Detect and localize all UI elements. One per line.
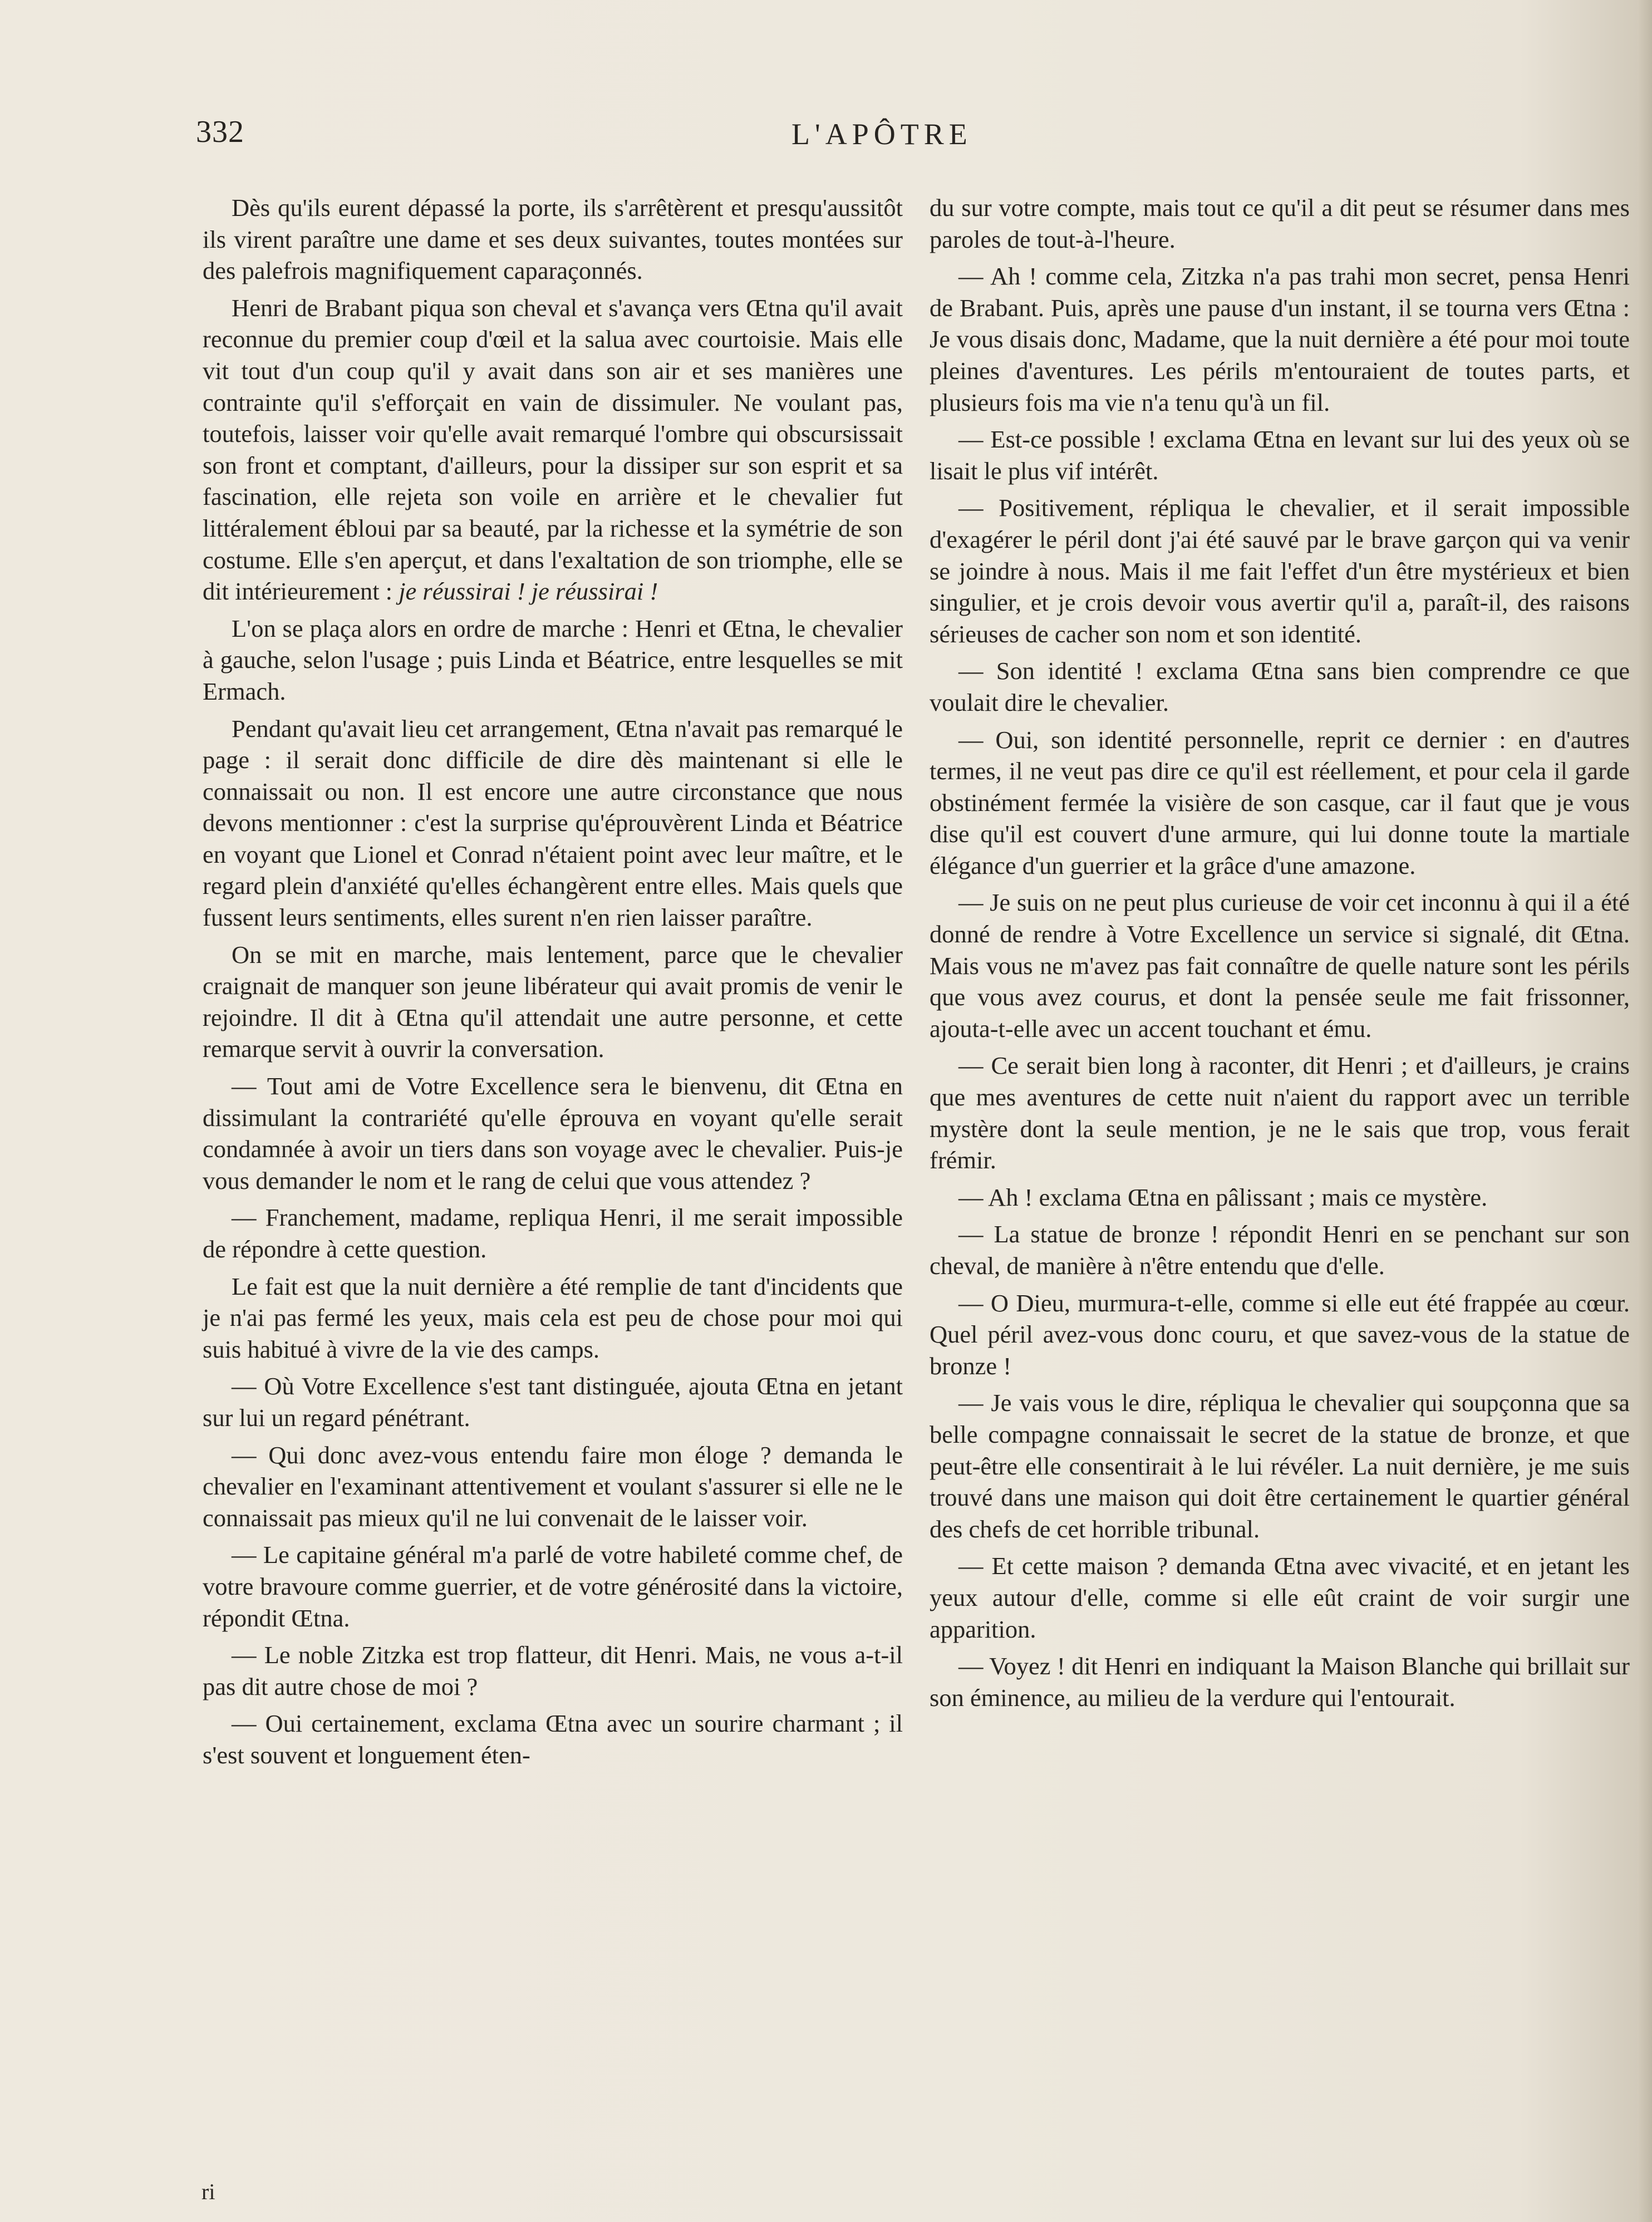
- text-segment: — Où Votre Excellence s'est tant distinguée, ajouta Œtna en jetant sur lui un regard pénétrant.: [203, 1372, 903, 1432]
- paragraph: [930, 1287, 1630, 1382]
- text-segment: L'on se plaça alors en ordre de marche : Henri et Œtna, le chevalier à gauche, selon l'usage ; puis Linda et Béatrice, entre lesquelles se mit Ermach.: [203, 614, 903, 705]
- text-segment: Dès qu'ils eurent dépassé la porte, ils s'arrêtèrent et presqu'aussitôt ils virent paraître une dame et ses deux suivantes, toutes montées sur des palefrois magnifiquement caparaçonnés.: [203, 194, 903, 285]
- paragraph: [930, 1550, 1630, 1645]
- paragraph: [203, 1539, 903, 1634]
- page-number: 332: [196, 115, 244, 149]
- text-segment: — Positivement, répliqua le chevalier, et il serait impossible d'exagérer le péril dont j'ai été sauvé par le brave garçon qui va venir se joindre à nous. Mais il me fait l'effet d'un être mystérieux et bien singulier, et je crois devoir vous avertir qu'il a, paraît-il, des raisons sérieuses de cacher son nom et son identité.: [930, 494, 1630, 648]
- paragraph: [930, 724, 1630, 882]
- paragraph: [203, 192, 903, 287]
- paragraph: [203, 939, 903, 1065]
- text-segment: — Son identité ! exclama Œtna sans bien comprendre ce que voulait dire le chevalier.: [930, 657, 1630, 716]
- text-segment: — Oui certainement, exclama Œtna avec un sourire charmant ; il s'est souvent et longuement éten-: [203, 1709, 903, 1769]
- paragraph: [930, 1387, 1630, 1545]
- paragraph: [203, 1370, 903, 1433]
- text-column-right: [930, 192, 1630, 2196]
- paragraph: [930, 655, 1630, 718]
- paragraph: [203, 713, 903, 933]
- text-column-left: [203, 192, 903, 2196]
- paragraph: [203, 1439, 903, 1534]
- text-segment: — Je vais vous le dire, répliqua le chevalier qui soupçonna que sa belle compagne connaissait le secret de la statue de bronze, et que peut-être elle consentirait à le lui révéler. La nuit dernière, je me suis trouvé dans une maison qui doit être certainement le quartier général des chefs de cet horrible tribunal.: [930, 1389, 1630, 1543]
- paragraph: [203, 1070, 903, 1196]
- text-segment: On se mit en marche, mais lentement, parce que le chevalier craignait de manquer son jeune libérateur qui avait promis de venir le rejoindre. Il dit à Œtna qu'il attendait une autre personne, et cette remarque servit à ouvrir la conversation.: [203, 940, 903, 1063]
- text-segment: Le fait est que la nuit dernière a été remplie de tant d'incidents que je n'ai pas fermé les yeux, mais cela est peu de chose pour moi qui suis habitué à vivre de la vie des camps.: [203, 1272, 903, 1363]
- paragraph: [930, 1650, 1630, 1713]
- paragraph: [930, 887, 1630, 1044]
- paragraph: [203, 1202, 903, 1265]
- text-segment: — Je suis on ne peut plus curieuse de voir cet inconnu à qui il a été donné de rendre à Votre Excellence un service si signalé, dit Œtna. Mais vous ne m'avez pas fait connaître de quelle nature sont les périls que vous avez courus, et dont la pensée seule me fait frissonner, ajouta-t-elle avec un accent touchant et ému.: [930, 888, 1630, 1043]
- paragraph: [930, 192, 1630, 255]
- text-segment: — Ah ! comme cela, Zitzka n'a pas trahi mon secret, pensa Henri de Brabant. Puis, après une pause d'un instant, il se tourna vers Œtna : Je vous disais donc, Madame, que la nuit dernière a été pour moi toute pleines d'aventures. Les périls m'entouraient de toutes parts, et plusieurs fois ma vie n'a tenu qu'à un fil.: [930, 262, 1630, 416]
- text-segment: — Ce serait bien long à raconter, dit Henri ; et d'ailleurs, je crains que mes aventures de cette nuit n'aient du rapport avec un terrible mystère dont la seule mention, je ne le sais que trop, vous ferait frémir.: [930, 1051, 1630, 1174]
- text-segment: du sur votre compte, mais tout ce qu'il a dit peut se résumer dans mes paroles de tout-à-l'heure.: [930, 194, 1630, 253]
- text-segment: — Et cette maison ? demanda Œtna avec vivacité, et en jetant les yeux autour d'elle, comme si elle eût craint de voir surgir une apparition.: [930, 1552, 1630, 1643]
- text-segment: — Franchement, madame, repliqua Henri, il me serait impossible de répondre à cette question.: [203, 1203, 903, 1263]
- paragraph: [203, 1271, 903, 1365]
- text-segment: — Qui donc avez-vous entendu faire mon éloge ? demanda le chevalier en l'examinant attentivement et voulant s'assurer si elle ne le connaissait pas mieux qu'il ne lui convenait de le laisser voir.: [203, 1441, 903, 1532]
- text-segment: — Est-ce possible ! exclama Œtna en levant sur lui des yeux où se lisait le plus vif intérêt.: [930, 425, 1630, 485]
- paragraph: [930, 260, 1630, 418]
- text-segment: Pendant qu'avait lieu cet arrangement, Œtna n'avait pas remarqué le page : il serait donc difficile de dire dès maintenant si elle le connaissait ou non. Il est encore une autre circonstance que nous devons mentionner : c'est la surprise qu'éprouvèrent Linda et Béatrice en voyant que Lionel et Conrad n'étaient point avec leur maître, et le regard plein d'anxiété qu'elles échangèrent entre elles. Mais quels que fussent leurs sentiments, elles surent n'en rien laisser paraître.: [203, 714, 903, 932]
- text-segment: — Le capitaine général m'a parlé de votre habileté comme chef, de votre bravoure comme guerrier, et de votre générosité dans la victoire, répondit Œtna.: [203, 1541, 903, 1632]
- paragraph: [930, 1050, 1630, 1176]
- text-segment: — Tout ami de Votre Excellence sera le bienvenu, dit Œtna en dissimulant la contrariété qu'elle éprouva en voyant qu'elle serait condamnée à avoir un tiers dans son voyage avec le chevalier. Puis-je vous demander le nom et le rang de celui que vous attendez ?: [203, 1072, 903, 1194]
- paragraph: [930, 1182, 1630, 1213]
- paragraph: [930, 492, 1630, 650]
- paragraph: [203, 1708, 903, 1771]
- text-segment: — O Dieu, murmura-t-elle, comme si elle eut été frappée au cœur. Quel péril avez-vous donc couru, et que savez-vous de la statue de bronze !: [930, 1289, 1630, 1380]
- text-segment: — La statue de bronze ! répondit Henri en se penchant sur son cheval, de manière à n'être entendu que d'elle.: [930, 1220, 1630, 1280]
- text-segment: — Ah ! exclama Œtna en pâlissant ; mais ce mystère.: [958, 1183, 1488, 1211]
- paragraph: [203, 613, 903, 707]
- paragraph: [203, 292, 903, 607]
- page-edge: [1638, 0, 1652, 2222]
- text-segment: — Le noble Zitzka est trop flatteur, dit Henri. Mais, ne vous a-t-il pas dit autre chose de moi ?: [203, 1641, 903, 1700]
- text-segment: — Voyez ! dit Henri en indiquant la Maison Blanche qui brillait sur son éminence, au milieu de la verdure qui l'entourait.: [930, 1652, 1630, 1712]
- italic-text-segment: je réussirai ! je réussirai !: [399, 577, 658, 606]
- running-title: L'APÔTRE: [791, 117, 972, 151]
- paragraph: [930, 1218, 1630, 1281]
- paragraph: [203, 1639, 903, 1702]
- text-segment: — Oui, son identité personnelle, reprit ce dernier : en d'autres termes, il ne veut pas dire ce qu'il est réellement, et pour cela il garde obstinément fermée la visière de son casque, car il faut que je vous dise qu'il est couvert d'une armure, qui lui donne toute la martiale élégance d'un guerrier et la grâce d'une amazone.: [930, 725, 1630, 879]
- footer-mark: ri: [201, 2179, 215, 2204]
- text-segment: Henri de Brabant piqua son cheval et s'avança vers Œtna qu'il avait reconnue du premier coup d'œil et la salua avec courtoisie. Mais elle vit tout d'un coup qu'il y avait dans son air et ses manières une contrainte qu'il s'efforçait en vain de dissimuler. Ne voulant pas, toutefois, laisser voir qu'elle avait remarqué l'ombre qui obscursissait son front et comptant, d'ailleurs, pour la dissiper sur son esprit et sa fascination, elle rejeta son voile en arrière et le chevalier fut littéralement ébloui par sa beauté, par la richesse et la symétrie de son costume. Elle s'en aperçut, et dans l'exaltation de son triomphe, elle se dit intérieurement :: [203, 293, 903, 606]
- paragraph: [930, 424, 1630, 486]
